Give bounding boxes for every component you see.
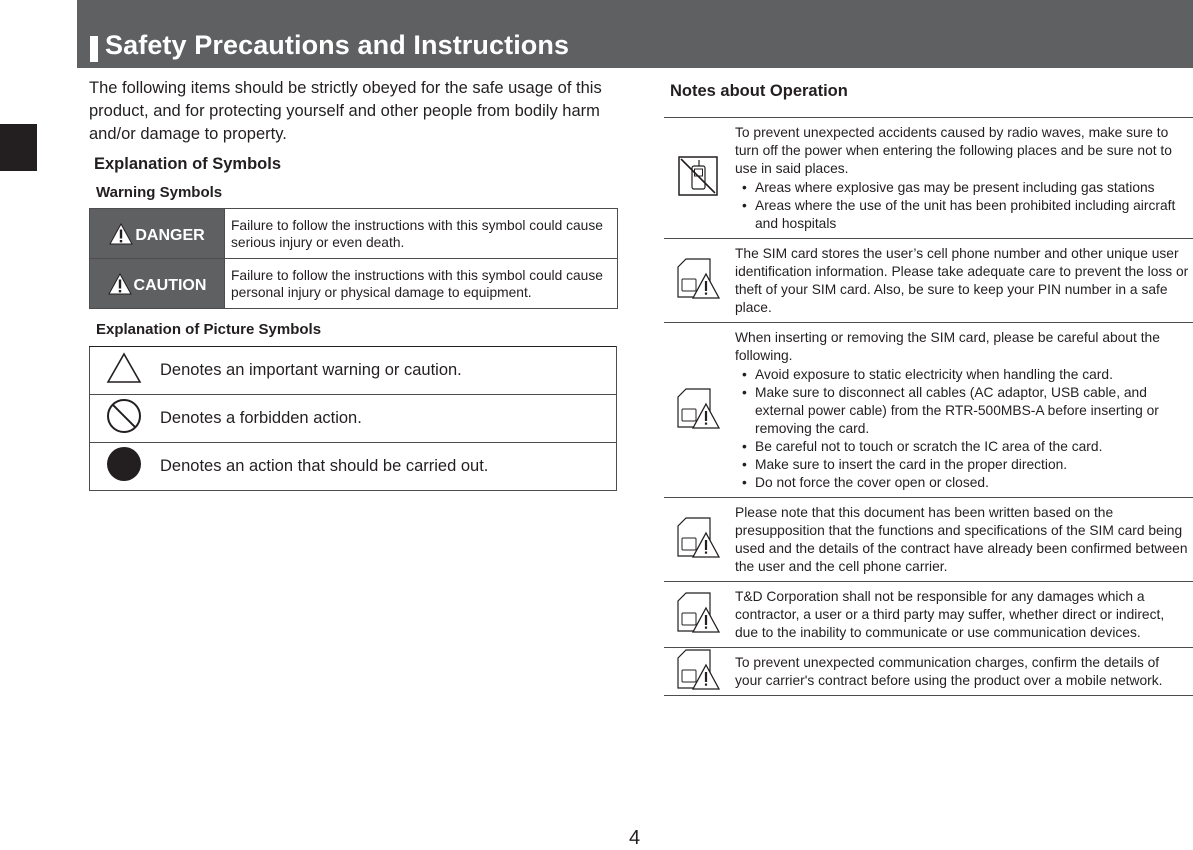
note-text: Please note that this document has been written based on the presupposition that the functions and specifications of the SIM card being used and the details of the contract have already been confirmed between the user and the cell phone carrier. (735, 505, 1188, 574)
note-row (664, 648, 1193, 696)
note-bullet: • Areas where the use of the unit has been prohibited including aircraft and hospitals (735, 197, 1189, 233)
sim-card-caution-icon (676, 648, 720, 690)
note-text: The SIM card stores the user’s cell phone number and other unique user identification information. Please take adequate care to prevent the loss or theft of your SIM card. Also, be sure to keep your PIN number in a safe place. (735, 246, 1189, 315)
warning-symbols-table (89, 208, 618, 309)
warning-triangle-icon (106, 352, 142, 384)
picture-desc-mandatory: Denotes an action that should be carried out. (158, 443, 617, 491)
note-bullet: • Be careful not to touch or scratch the IC area of the card. (735, 438, 1189, 456)
picture-desc-warning: Denotes an important warning or caution. (158, 347, 617, 395)
no-mobile-phone-icon (677, 155, 719, 197)
warning-row-danger (90, 209, 618, 259)
sim-card-caution-icon (676, 591, 720, 633)
notes-heading: Notes about Operation (670, 82, 848, 100)
page-header (77, 0, 1193, 68)
picture-symbols-table (89, 346, 617, 491)
note-bullet: • Make sure to insert the card in the proper direction. (735, 456, 1189, 474)
warning-symbols-heading: Warning Symbols (96, 184, 223, 201)
picture-row (90, 347, 617, 395)
notes-table (664, 117, 1193, 696)
prohibited-icon (106, 398, 142, 434)
note-bullet-list (735, 366, 1189, 492)
danger-label: DANGER (135, 226, 205, 244)
note-bullet: • Make sure to disconnect all cables (AC adaptor, USB cable, and external power cable) from the RTR-500MBS-A before inserting or removing the card. (735, 384, 1189, 438)
sim-card-caution-icon (676, 257, 720, 299)
chapter-tab (0, 124, 37, 171)
sim-card-caution-icon (676, 516, 720, 558)
page-title: Safety Precautions and Instructions (105, 30, 570, 60)
warning-row-caution (90, 259, 618, 309)
note-row (664, 239, 1193, 323)
caution-label-cell (90, 259, 225, 309)
mandatory-action-icon (106, 446, 142, 482)
note-text: T&D Corporation shall not be responsible for any damages which a contractor, a user or a third party may suffer, whether direct or indirect, due to the inability to communicate or use communication devices. (735, 589, 1165, 640)
picture-row (90, 443, 617, 491)
symbols-heading: Explanation of Symbols (94, 155, 282, 173)
picture-symbols-heading: Explanation of Picture Symbols (96, 321, 322, 338)
intro-paragraph: The following items should be strictly obeyed for the safe usage of this product, and for protecting yourself and other people from bodily harm and/or damage to property. (89, 79, 602, 143)
note-text: When inserting or removing the SIM card, please be careful about the following. (735, 330, 1160, 363)
danger-label-cell (90, 209, 225, 259)
danger-description: Failure to follow the instructions with this symbol could cause serious injury or even death. (225, 209, 618, 259)
note-bullet: • Areas where explosive gas may be present including gas stations (735, 179, 1189, 197)
note-row (664, 323, 1193, 498)
warning-triangle-icon (109, 223, 133, 245)
picture-desc-forbidden: Denotes a forbidden action. (158, 395, 617, 443)
sim-card-caution-icon (676, 387, 720, 429)
note-bullet: • Do not force the cover open or closed. (735, 474, 1189, 492)
note-row (664, 118, 1193, 239)
note-text: To prevent unexpected accidents caused by radio waves, make sure to turn off the power when entering the following places and be sure not to use in said places. (735, 125, 1172, 176)
caution-label: CAUTION (133, 276, 207, 294)
header-accent-bar (90, 36, 98, 62)
note-row (664, 498, 1193, 582)
note-bullet: • Avoid exposure to static electricity when handling the card. (735, 366, 1189, 384)
note-row (664, 582, 1193, 648)
picture-row (90, 395, 617, 443)
note-bullet-list (735, 179, 1189, 233)
page-number: 4 (629, 827, 641, 849)
caution-description: Failure to follow the instructions with this symbol could cause personal injury or physical damage to equipment. (225, 259, 618, 309)
note-text: To prevent unexpected communication charges, confirm the details of your carrier's contract before using the product over a mobile network. (735, 655, 1163, 688)
warning-triangle-icon (108, 273, 132, 295)
